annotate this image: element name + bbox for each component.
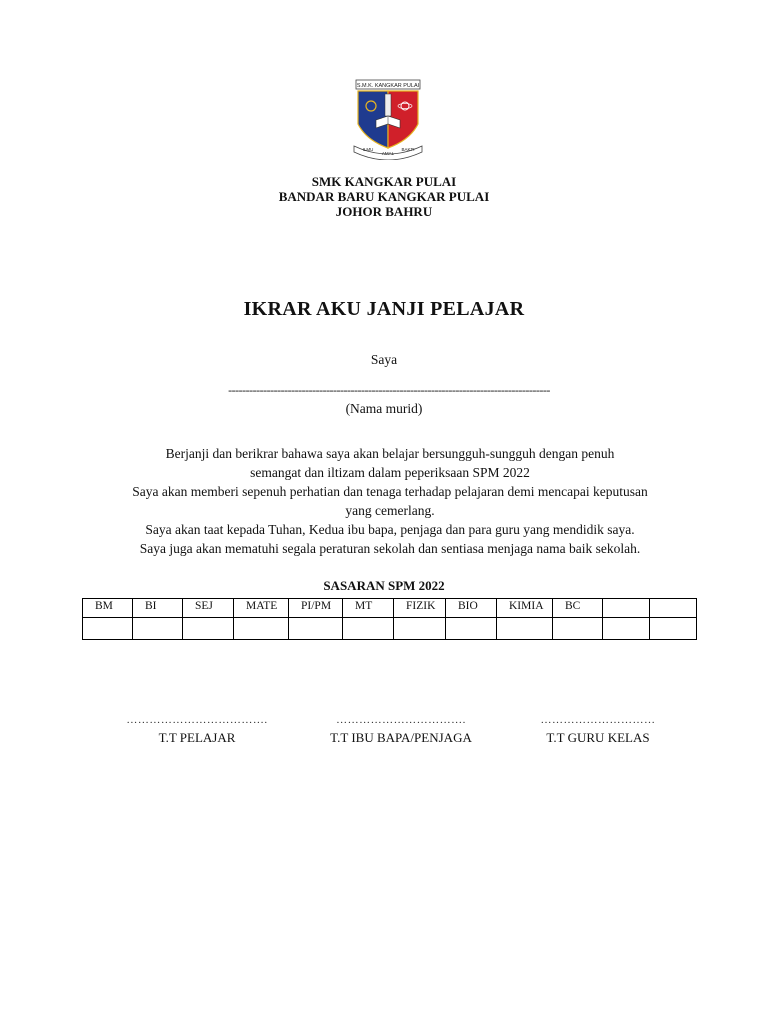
school-area: BANDAR BARU KANGKAR PULAI bbox=[278, 189, 490, 204]
signature-label: T.T IBU BAPA/PENJAGA bbox=[330, 730, 472, 745]
school-crest-logo bbox=[352, 78, 424, 160]
targets-heading: SASARAN SPM 2022 bbox=[323, 578, 445, 593]
subject-cell: BIO bbox=[446, 599, 497, 618]
signature-line: ………………………… bbox=[540, 714, 656, 726]
subject-cell: PI/PM bbox=[289, 599, 343, 618]
grade-target-cell[interactable] bbox=[603, 618, 650, 640]
targets-table bbox=[82, 598, 697, 640]
pledge-line: Saya juga akan mematuhi segala peraturan sekolah dan sentiasa menjaga nama baik sekolah. bbox=[139, 541, 641, 556]
grade-target-cell[interactable] bbox=[234, 618, 289, 640]
subject-header-row bbox=[83, 599, 697, 618]
subject-cell: BC bbox=[553, 599, 603, 618]
subject-cell: BI bbox=[133, 599, 183, 618]
student-name-caption: (Nama murid) bbox=[345, 401, 423, 416]
subject-cell bbox=[603, 599, 650, 618]
subject-cell: KIMIA bbox=[497, 599, 553, 618]
pledge-line: Saya akan taat kepada Tuhan, Kedua ibu bapa, penjaga dan para guru yang mendidik saya. bbox=[145, 522, 635, 537]
signature-teacher bbox=[522, 714, 674, 746]
crest-motto-2: AMAL bbox=[381, 151, 395, 156]
grade-target-cell[interactable] bbox=[183, 618, 234, 640]
subject-cell bbox=[650, 599, 697, 618]
pledge-line: yang cemerlang. bbox=[345, 503, 435, 518]
pledge-line: Saya akan memberi sepenuh perhatian dan tenaga terhadap pelajaran demi mencapai keputusan bbox=[132, 484, 648, 499]
grade-target-row bbox=[83, 618, 697, 640]
signature-label: T.T GURU KELAS bbox=[546, 730, 650, 745]
grade-target-cell[interactable] bbox=[553, 618, 603, 640]
subject-cell: BM bbox=[83, 599, 133, 618]
pledge-text bbox=[80, 444, 700, 558]
pledge-line: Berjanji dan berikrar bahawa saya akan belajar bersungguh-sungguh dengan penuh bbox=[165, 446, 615, 461]
pledge-line: semangat dan iltizam dalam peperiksaan SPM 2022 bbox=[250, 465, 530, 480]
saya-label: Saya bbox=[370, 352, 398, 367]
crest-motto-1: ILMU bbox=[362, 147, 374, 152]
school-name: SMK KANGKAR PULAI bbox=[311, 174, 457, 189]
signature-label: T.T PELAJAR bbox=[158, 730, 236, 745]
signature-student bbox=[112, 714, 282, 746]
subject-cell: MT bbox=[343, 599, 394, 618]
grade-target-cell[interactable] bbox=[446, 618, 497, 640]
grade-target-cell[interactable] bbox=[343, 618, 394, 640]
subject-cell: SEJ bbox=[183, 599, 234, 618]
grade-target-cell[interactable] bbox=[289, 618, 343, 640]
subject-cell: FIZIK bbox=[394, 599, 446, 618]
student-name-line: -------------------------------------------------------------------------------------------- bbox=[228, 383, 550, 395]
grade-target-cell[interactable] bbox=[133, 618, 183, 640]
grade-target-cell[interactable] bbox=[650, 618, 697, 640]
grade-target-cell[interactable] bbox=[497, 618, 553, 640]
crest-banner-text: S.M.K. KANGKAR PULAI bbox=[356, 83, 420, 89]
signature-parent bbox=[316, 714, 486, 746]
grade-target-cell[interactable] bbox=[394, 618, 446, 640]
subject-cell: MATE bbox=[234, 599, 289, 618]
signature-line: ……………………………. bbox=[336, 714, 466, 726]
signature-line: ………………………………. bbox=[126, 714, 268, 726]
document-title: IKRAR AKU JANJI PELAJAR bbox=[243, 298, 525, 320]
school-header bbox=[0, 174, 768, 219]
school-city: JOHOR BAHRU bbox=[335, 204, 433, 219]
grade-target-cell[interactable] bbox=[83, 618, 133, 640]
crest-motto-3: BAKTI bbox=[401, 147, 415, 152]
